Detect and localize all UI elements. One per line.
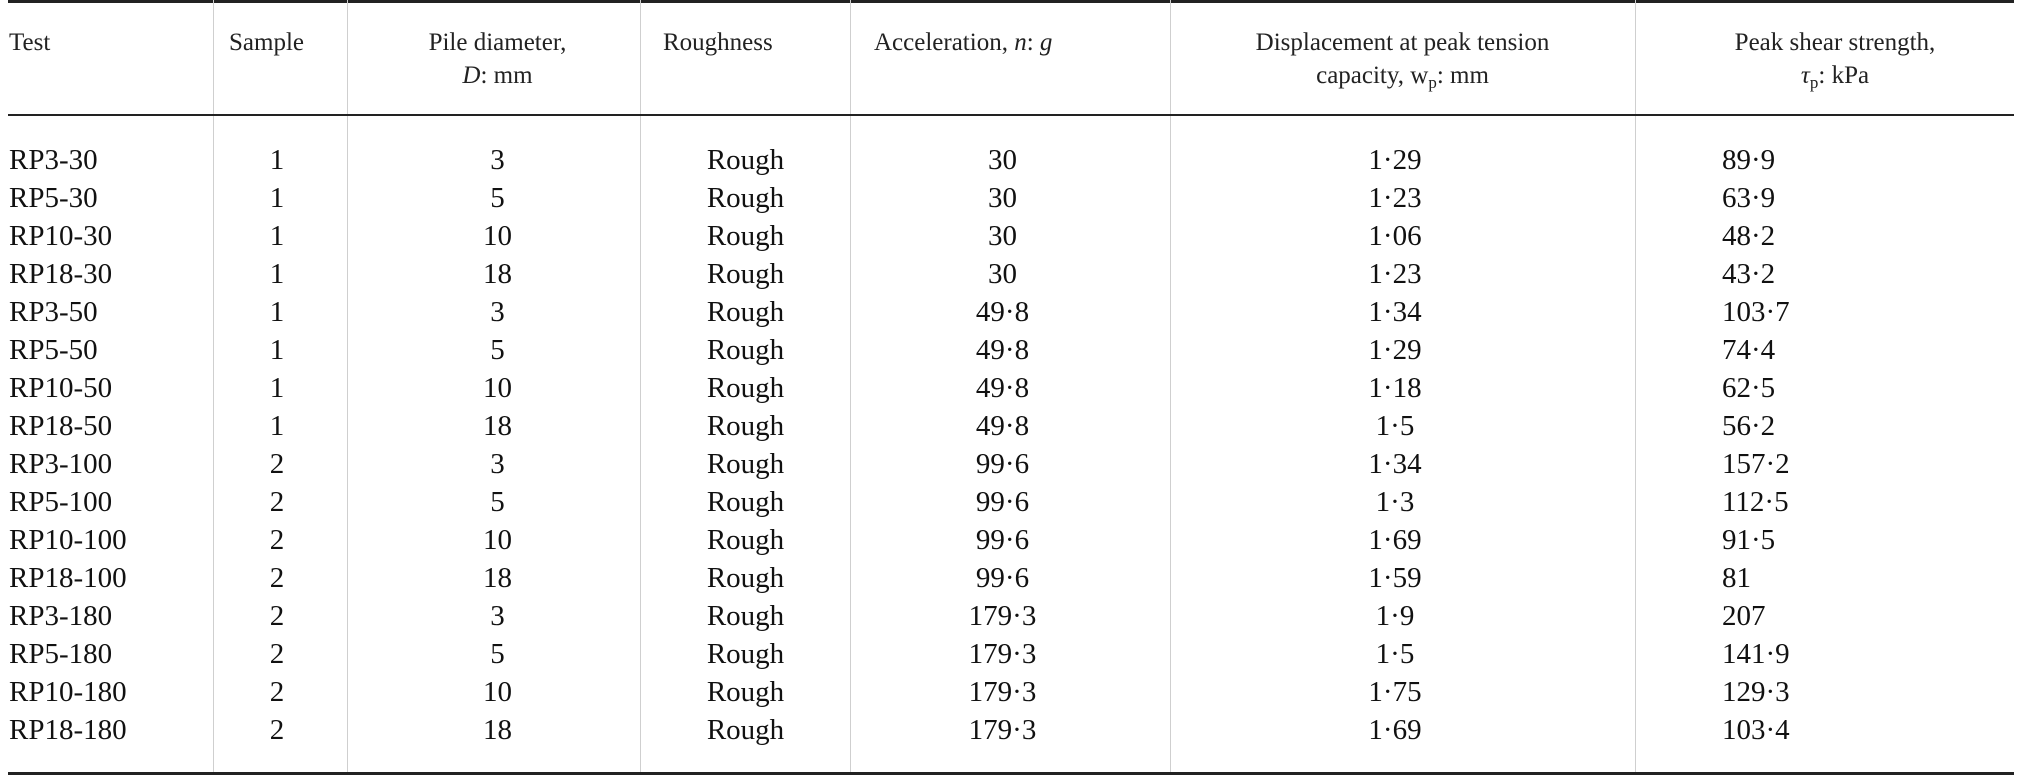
cell-roughness: Rough [706,714,785,746]
table-row [0,255,2024,293]
cell-pile-diameter: 3 [490,448,505,480]
cell-sample: 2 [269,524,285,556]
header-displacement-subscript: p [1428,73,1437,92]
cell-test: RP5-100 [9,486,113,518]
cell-acceleration: 179·3 [968,638,1037,670]
cell-pile-diameter: 5 [490,486,505,518]
table-row [0,331,2024,369]
cell-sample: 1 [269,372,285,404]
header-acceleration-symbol: n [1014,29,1027,56]
cell-test: RP10-180 [9,676,127,708]
table-row [0,711,2024,749]
table-row [0,445,2024,483]
table-row [0,559,2024,597]
cell-displacement: 1·23 [1368,258,1422,290]
header-displacement [1180,26,1625,99]
header-pile-diameter-symbol: D [462,62,481,89]
cell-sample: 1 [269,144,285,176]
cell-displacement: 1·34 [1368,448,1422,480]
table-row [0,179,2024,217]
cell-peak-shear: 62·5 [1722,372,1776,404]
cell-peak-shear: 129·3 [1722,676,1790,708]
cell-roughness: Rough [706,638,785,670]
cell-test: RP3-30 [9,144,98,176]
table-row [0,483,2024,521]
cell-peak-shear: 74·4 [1722,334,1776,366]
cell-roughness: Rough [706,448,785,480]
cell-pile-diameter: 10 [483,372,512,404]
cell-sample: 1 [269,182,285,214]
cell-acceleration: 99·6 [975,562,1030,594]
cell-pile-diameter: 18 [483,714,512,746]
cell-test: RP3-50 [9,296,98,328]
cell-displacement: 1·59 [1368,562,1422,594]
cell-pile-diameter: 3 [490,600,505,632]
header-peak-shear-line1: Peak shear strength, [1734,29,1936,56]
header-roughness [663,26,773,59]
cell-peak-shear: 91·5 [1722,524,1776,556]
cell-peak-shear: 56·2 [1722,410,1776,442]
cell-peak-shear: 103·7 [1722,296,1790,328]
cell-displacement: 1·34 [1368,296,1422,328]
cell-roughness: Rough [706,676,785,708]
cell-test: RP18-50 [9,410,113,442]
header-acceleration [874,26,1052,59]
cell-displacement: 1·06 [1368,220,1422,252]
header-peak-shear [1660,26,2010,99]
cell-roughness: Rough [706,600,785,632]
cell-acceleration: 99·6 [975,486,1030,518]
table-row [0,635,2024,673]
cell-sample: 1 [269,410,285,442]
cell-acceleration: 49·8 [975,410,1030,442]
cell-test: RP5-50 [9,334,98,366]
table-top-rule [8,0,2014,3]
cell-pile-diameter: 18 [483,562,512,594]
header-displacement-text: capacity, w [1316,62,1429,89]
header-test [9,26,50,59]
table-bottom-rule [8,772,2014,775]
header-peak-shear-subscript: p [1809,73,1819,92]
header-acceleration-separator: : [1026,29,1040,56]
table-header-rule [8,114,2014,116]
cell-acceleration: 30 [988,144,1017,176]
cell-pile-diameter: 3 [490,144,505,176]
header-peak-shear-line2 [1660,59,2010,99]
cell-sample: 2 [269,676,285,708]
cell-pile-diameter: 5 [490,182,505,214]
cell-test: RP5-180 [9,638,113,670]
cell-acceleration: 99·6 [975,524,1030,556]
cell-test: RP10-50 [9,372,113,404]
cell-displacement: 1·18 [1368,372,1422,404]
cell-pile-diameter: 10 [483,524,512,556]
header-pile-diameter [400,26,595,92]
cell-pile-diameter: 5 [490,334,505,366]
cell-acceleration: 179·3 [968,676,1037,708]
cell-displacement: 1·69 [1368,714,1422,746]
cell-roughness: Rough [706,410,785,442]
cell-displacement: 1·29 [1368,334,1422,366]
cell-pile-diameter: 5 [490,638,505,670]
table-row [0,141,2024,179]
cell-pile-diameter: 10 [483,676,512,708]
cell-test: RP18-180 [9,714,127,746]
cell-test: RP10-30 [9,220,113,252]
cell-roughness: Rough [706,486,785,518]
cell-acceleration: 30 [988,220,1017,252]
cell-peak-shear: 103·4 [1722,714,1790,746]
cell-roughness: Rough [706,182,785,214]
header-displacement-line1: Displacement at peak tension [1255,29,1550,56]
cell-sample: 2 [269,600,285,632]
header-test-label: Test [9,29,51,56]
cell-acceleration: 49·8 [975,296,1030,328]
cell-peak-shear: 157·2 [1722,448,1790,480]
header-peak-shear-symbol: τ [1800,62,1810,89]
cell-peak-shear: 81 [1722,562,1751,594]
cell-acceleration: 179·3 [968,714,1037,746]
cell-sample: 1 [269,220,285,252]
cell-roughness: Rough [706,524,785,556]
cell-roughness: Rough [706,334,785,366]
cell-sample: 1 [269,296,285,328]
cell-acceleration: 30 [988,258,1017,290]
table-row [0,217,2024,255]
cell-displacement: 1·29 [1368,144,1422,176]
cell-peak-shear: 43·2 [1722,258,1776,290]
header-acceleration-label: Acceleration, [874,29,1015,56]
header-sample [229,26,304,59]
header-roughness-label: Roughness [663,29,773,56]
cell-roughness: Rough [706,144,785,176]
cell-sample: 2 [269,486,285,518]
cell-test: RP5-30 [9,182,98,214]
cell-sample: 2 [269,638,285,670]
cell-pile-diameter: 3 [490,296,505,328]
cell-roughness: Rough [706,220,785,252]
header-displacement-unit: : mm [1436,62,1489,89]
cell-roughness: Rough [706,258,785,290]
cell-displacement: 1·9 [1375,600,1415,632]
cell-acceleration: 179·3 [968,600,1037,632]
table-body [0,141,2024,749]
cell-displacement: 1·69 [1368,524,1422,556]
cell-peak-shear: 63·9 [1722,182,1776,214]
cell-displacement: 1·75 [1368,676,1422,708]
cell-pile-diameter: 18 [483,258,512,290]
cell-test: RP10-100 [9,524,127,556]
table-row [0,369,2024,407]
header-pile-diameter-line2 [400,59,595,92]
cell-peak-shear: 48·2 [1722,220,1776,252]
cell-displacement: 1·23 [1368,182,1422,214]
cell-acceleration: 30 [988,182,1017,214]
cell-roughness: Rough [706,372,785,404]
cell-peak-shear: 112·5 [1722,486,1789,518]
cell-peak-shear: 207 [1722,600,1766,632]
cell-test: RP3-180 [9,600,113,632]
cell-peak-shear: 141·9 [1722,638,1790,670]
cell-displacement: 1·5 [1375,410,1415,442]
cell-acceleration: 49·8 [975,372,1030,404]
cell-displacement: 1·5 [1375,638,1415,670]
cell-peak-shear: 89·9 [1722,144,1776,176]
header-sample-label: Sample [229,29,304,56]
cell-roughness: Rough [706,562,785,594]
cell-test: RP3-100 [9,448,113,480]
table-row [0,597,2024,635]
header-acceleration-unit: g [1039,29,1053,56]
cell-sample: 1 [269,334,285,366]
cell-test: RP18-100 [9,562,127,594]
cell-acceleration: 99·6 [975,448,1030,480]
cell-test: RP18-30 [9,258,113,290]
table-row [0,521,2024,559]
header-peak-shear-unit: : kPa [1818,62,1870,89]
cell-roughness: Rough [706,296,785,328]
header-displacement-line2 [1180,59,1625,99]
header-pile-diameter-unit: : mm [480,62,533,89]
cell-sample: 2 [269,562,285,594]
cell-displacement: 1·3 [1375,486,1415,518]
cell-sample: 2 [269,448,285,480]
cell-sample: 2 [269,714,285,746]
table-row [0,293,2024,331]
cell-pile-diameter: 10 [483,220,512,252]
cell-pile-diameter: 18 [483,410,512,442]
table-row [0,407,2024,445]
cell-acceleration: 49·8 [975,334,1030,366]
header-pile-diameter-line1: Pile diameter, [428,29,567,56]
table-row [0,673,2024,711]
cell-sample: 1 [269,258,285,290]
